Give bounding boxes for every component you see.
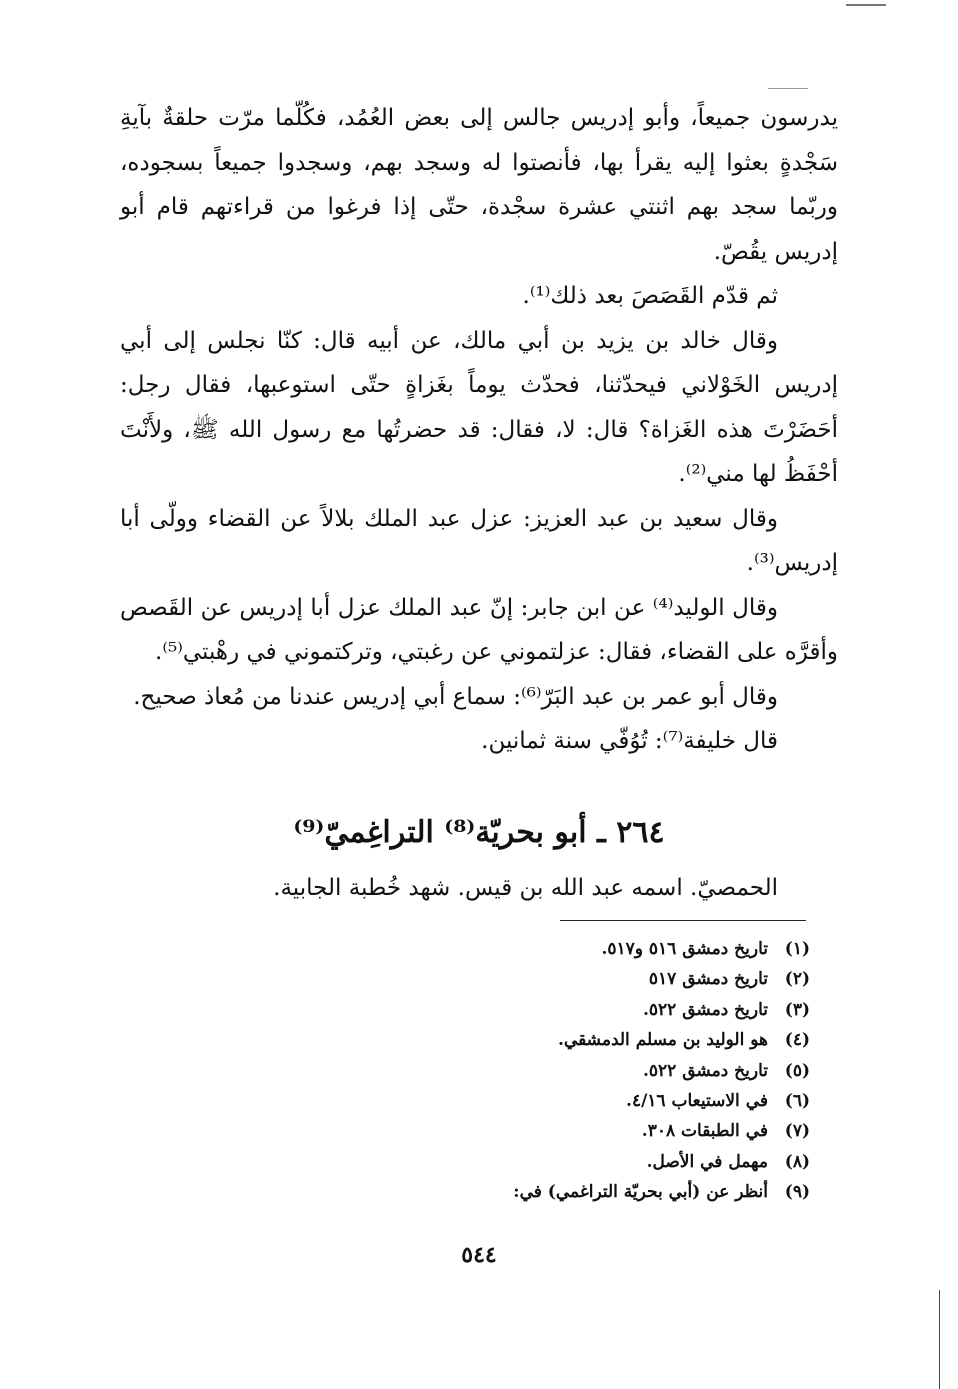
- scan-edge-line: [939, 1290, 940, 1389]
- footnote-text: تاريخ دمشق ٥٢٢.: [642, 999, 768, 1020]
- footnote-number: (٧): [784, 1121, 810, 1142]
- footnote-text: أنظر عن (أبي بحريّة التراغمي) في:: [513, 1182, 768, 1203]
- paragraph-2: ثم قدّم القَصَصَ بعد ذلك⁽¹⁾.: [522, 283, 778, 309]
- footnote-item: [300, 1177, 810, 1207]
- top-rule: [768, 88, 808, 89]
- paragraph-3: وقال خالد بن يزيد بن أبي مالك، عن أبيه قال: كنّا نجلس إلى أبي إدريس الخَوْلاني فيحدّثنا، فحدّث يوماً بغَزاةٍ حتّى استوعبها، فقال رجل: أحَضَرْتَ هذه الغَزاة؟ قال: لا، فقال: قد حضرتُها مع رسول الله ﷺ، ولأَنْتَ أحْفَظُ لها مني⁽²⁾.: [120, 327, 838, 487]
- page-number: ٥٤٤: [461, 1242, 497, 1268]
- paragraph-6: وقال أبو عمر بن عبد البَرّ⁽⁶⁾: سماع أبي إدريس عندنا من مُعاذ صحيح.: [133, 683, 778, 710]
- footnote-text: في الطبقات ٣٠٨.: [641, 1121, 768, 1142]
- footnote-text: مهمل في الأصل.: [646, 1151, 768, 1172]
- footnote-number: (٥): [784, 1060, 810, 1081]
- footnote-text: تاريخ دمشق ٥١٦ و٥١٧.: [601, 939, 768, 959]
- footnote-text: تاريخ دمشق ٥٢٢.: [642, 1060, 768, 1081]
- paragraph-1: يدرسون جميعاً، وأبو إدريس جالس إلى بعض العُمُد، فكُلّما مرّت حلقةٌ بآيةِ سَجْدةٍ بعثوا إليه يقرأ بها، فأنصتوا له وسجد بهم، وسجدوا جميعاً بسجوده، وربّما سجد بهم اثنتي عشرة سجْدة، حتّى إذا فرغوا من قراءتهم قام أبو إدريس يقُصّ.: [120, 105, 838, 265]
- paragraph-7: قال خليفة⁽⁷⁾: تُوُفّي سنة ثمانين.: [481, 728, 778, 754]
- footnote-number: (٨): [784, 1151, 810, 1172]
- footnote-number: (٣): [784, 999, 810, 1020]
- footnote-number: (٩): [784, 1182, 810, 1203]
- footnote-item: [300, 1116, 810, 1146]
- footnote-item: [300, 964, 810, 994]
- footnote-item: [300, 1025, 810, 1055]
- footnote-item: [300, 1056, 810, 1086]
- footnote-text: هو الوليد بن مسلم الدمشقي.: [557, 1030, 768, 1051]
- footnote-number: (٢): [784, 969, 810, 990]
- footnote-number: (١): [784, 939, 810, 959]
- paragraph-4: وقال سعيد بن عبد العزيز: عزل عبد الملك بلالاً عن القضاء وولّى أبا إدريس⁽³⁾.: [120, 505, 838, 576]
- footnote-text: تاريخ دمشق ٥١٧: [648, 969, 768, 990]
- footnote-item: [300, 995, 810, 1025]
- paragraph-5: وقال الوليد⁽⁴⁾ عن ابن جابر: إنّ عبد الملك عزل أبا إدريس عن القَصص وأقرَّه على القضاء، فقال: عزلتموني عن رغبتي، وتركتموني في رهْبتي⁽⁵⁾.: [120, 594, 838, 665]
- footnote-number: (٦): [784, 1091, 810, 1112]
- entry-heading: ٢٦٤ ـ أبو بحريّة⁽⁸⁾ التراغِميّ⁽⁹⁾: [293, 815, 665, 850]
- entry-intro: الحمصيّ. اسمه عبد الله بن قيس. شهد خُطبة الجابية.: [273, 875, 778, 901]
- scan-mark: [846, 4, 886, 6]
- footnote-divider: [560, 920, 806, 921]
- main-text: [120, 96, 838, 764]
- footnote-item: [300, 1086, 810, 1116]
- footnote-number: (٤): [784, 1030, 810, 1051]
- footnote-item: [300, 934, 810, 964]
- footnote-item: [300, 1147, 810, 1177]
- footnote-text: في الاستيعاب ٤/١٦.: [626, 1091, 768, 1112]
- footnotes-list: [300, 934, 810, 1208]
